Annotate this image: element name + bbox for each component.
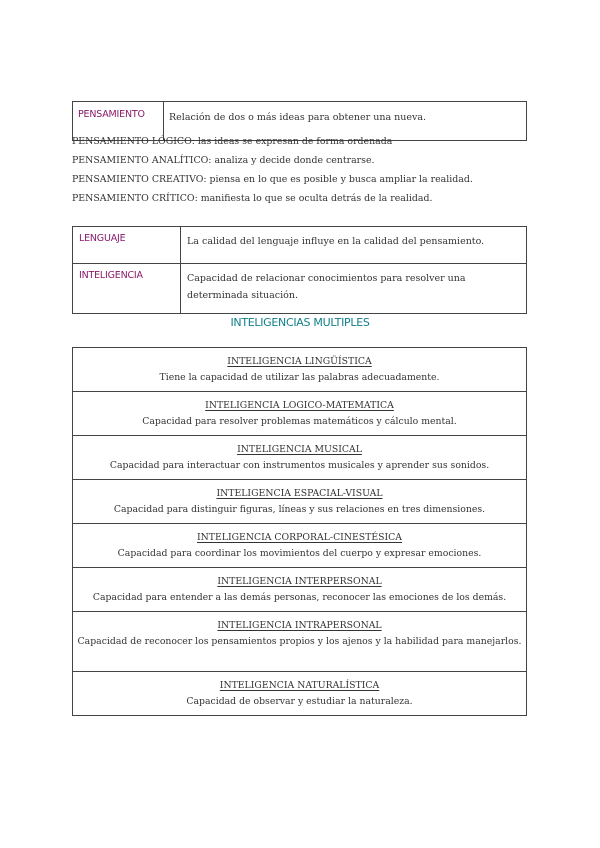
- section-heading: INTELIGENCIAS MULTIPLES: [230, 316, 370, 329]
- intelligence-name: INTELIGENCIA INTRAPERSONAL: [217, 620, 382, 631]
- intelligences-table: [72, 347, 527, 716]
- intelligence-name: INTELIGENCIA MUSICAL: [237, 444, 362, 455]
- intelligence-name: INTELIGENCIA ESPACIAL-VISUAL: [216, 488, 383, 499]
- intelligence-name: INTELIGENCIA INTERPERSONAL: [217, 576, 382, 587]
- intelligence-description: Capacidad para distinguir figuras, líneas y sus relaciones en tres dimensiones.: [113, 504, 486, 515]
- intelligence-cell: [73, 568, 527, 612]
- intelligence-cell: [73, 612, 527, 672]
- list-item: PENSAMIENTO CRÍTICO: manifiesta lo que se oculta detrás de la realidad.: [72, 193, 433, 204]
- intelligence-description: Capacidad para interactuar con instrumentos musicales y aprender sus sonidos.: [109, 460, 490, 471]
- intelligence-description: Capacidad de reconocer los pensamientos propios y los ajenos y la habilidad para manejarlos.: [77, 636, 522, 647]
- table-row: [73, 348, 527, 392]
- intelligence-cell: [73, 672, 527, 716]
- intelligence-cell: [73, 392, 527, 436]
- intelligence-description: Capacidad para entender a las demás personas, reconocer las emociones de los demás.: [92, 592, 507, 603]
- table-row: [73, 436, 527, 480]
- term-thinking: PENSAMIENTO: [78, 109, 145, 120]
- table-row: [73, 392, 527, 436]
- concepts-table: [72, 226, 527, 314]
- list-item: PENSAMIENTO LÓGICO: las ideas se expresan de forma ordenada: [72, 136, 393, 147]
- intelligence-description: Tiene la capacidad de utilizar las palabras adecuadamente.: [159, 372, 440, 383]
- table-row: [73, 227, 527, 264]
- intelligence-cell: [73, 348, 527, 392]
- intelligence-name: INTELIGENCIA LINGÜÍSTICA: [227, 356, 372, 367]
- term-language: LENGUAJE: [79, 233, 126, 244]
- intelligence-description: Capacidad de observar y estudiar la naturaleza.: [186, 696, 413, 707]
- intelligence-description: Capacidad para resolver problemas matemáticos y cálculo mental.: [142, 416, 457, 427]
- list-item: PENSAMIENTO CREATIVO: piensa en lo que es posible y busca ampliar la realidad.: [72, 174, 473, 185]
- table-row: [73, 568, 527, 612]
- intelligence-name: INTELIGENCIA CORPORAL-CINESTÉSICA: [196, 532, 403, 543]
- thinking-types-list: [72, 134, 542, 210]
- table-row: [73, 524, 527, 568]
- term-cell: [73, 264, 181, 314]
- intelligence-cell: [73, 480, 527, 524]
- intelligence-cell: [73, 436, 527, 480]
- definition-cell: Capacidad de relacionar conocimientos para resolver una determinada situación.: [181, 264, 527, 314]
- term-cell: [73, 227, 181, 264]
- intelligence-description: Capacidad para coordinar los movimientos del cuerpo y expresar emociones.: [117, 548, 482, 559]
- intelligence-name: INTELIGENCIA LOGICO-MATEMATICA: [205, 400, 394, 411]
- table-row: [73, 480, 527, 524]
- table-row: [73, 612, 527, 672]
- definition-cell: Relación de dos o más ideas para obtener una nueva.: [164, 102, 527, 141]
- intelligence-cell: [73, 524, 527, 568]
- table-row: [73, 672, 527, 716]
- list-item: PENSAMIENTO ANALÍTICO: analiza y decide donde centrarse.: [72, 155, 375, 166]
- table-row: [73, 264, 527, 314]
- definition-cell: La calidad del lenguaje influye en la calidad del pensamiento.: [181, 227, 527, 264]
- intelligence-name: INTELIGENCIA NATURALÍSTICA: [219, 680, 380, 691]
- term-intelligence: INTELIGENCIA: [79, 270, 143, 281]
